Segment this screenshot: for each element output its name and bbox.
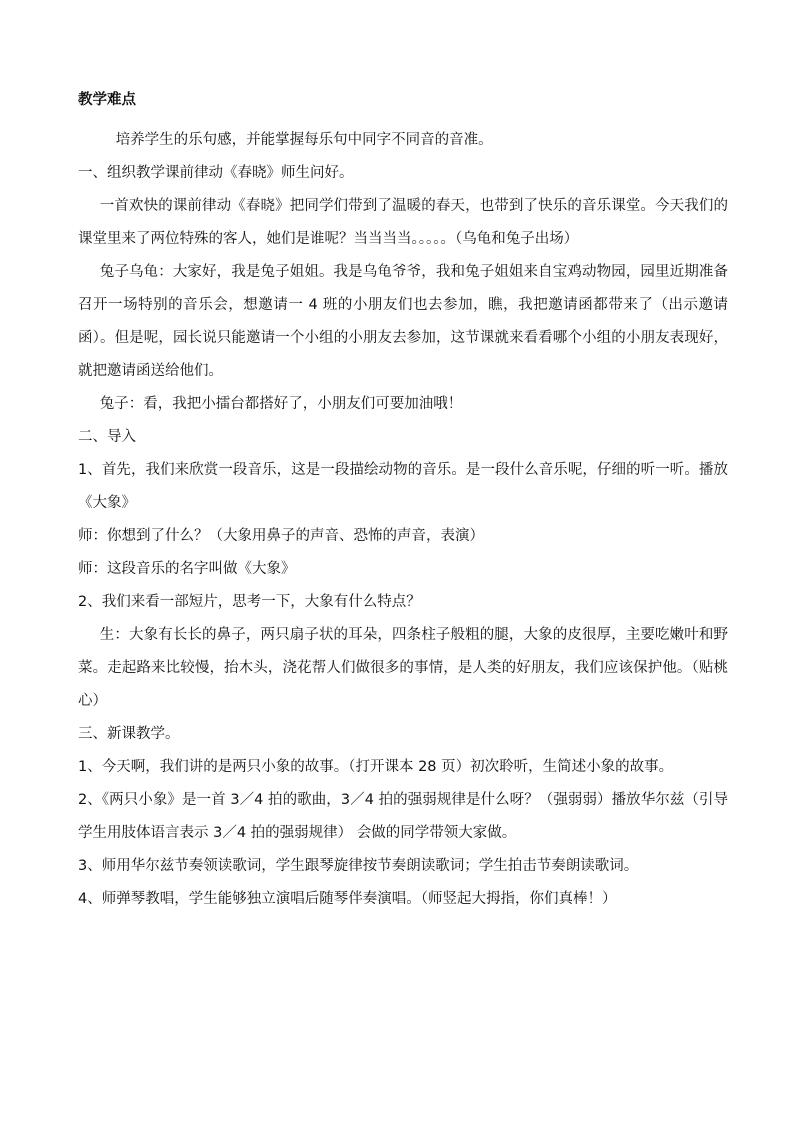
paragraph-lesson-2: 2、《两只小象》是一首 3／4 拍的歌曲，3／4 拍的强弱规律是什么呀？（强弱弱）播放华尔兹（引导学生用肢体语言表示 3／4 拍的强弱规律） 会做的同学带领大家做。 — [78, 792, 728, 841]
paragraph-rabbit: 兔子：看，我把小擂台都搭好了，小朋友们可要加油哦！ — [99, 396, 463, 412]
section-title-organize: 一、组织教学课前律动《春晓》师生问好。 — [78, 165, 354, 181]
section-title-new-lesson: 三、新课教学。 — [78, 726, 180, 742]
document-page — [78, 88, 728, 916]
paragraph-lesson-3: 3、师用华尔兹节奏领读歌词，学生跟琴旋律按节奏朗读歌词；学生拍击节奏朗读歌词。 — [78, 858, 639, 874]
paragraph-teacher-title: 师：这段音乐的名字叫做《大象》 — [78, 561, 296, 577]
paragraph-lesson-4: 4、师弹琴教唱，学生能够独立演唱后随琴伴奏演唱。（师竖起大拇指，你们真棒！） — [78, 891, 617, 907]
paragraph-student-answer: 生：大象有长长的鼻子，两只扇子状的耳朵，四条柱子般粗的腿，大象的皮很厚，主要吃嫩叶和野菜。走起路来比较慢，抬木头，浇花帮人们做很多的事情，是人类的好朋友，我们应该保护他。（贴桃心） — [78, 627, 728, 709]
section-title-lead-in: 二、导入 — [78, 429, 136, 445]
paragraph-intro-rhythm: 一首欢快的课前律动《春晓》把同学们带到了温暖的春天，也带到了快乐的音乐课堂。今天我们的课堂里来了两位特殊的客人，她们是谁呢？当当当当。。。。。（乌龟和兔子出场） — [78, 198, 728, 247]
paragraph-rabbit-turtle: 兔子乌龟：大家好，我是兔子姐姐。我是乌龟爷爷，我和兔子姐姐来自宝鸡动物园，园里近期准备召开一场特别的音乐会，想邀请一 4 班的小朋友们也去参加，瞧，我把邀请函都带来了（出示邀请函）。但是呢，园长说只能邀请一个小组的小朋友去参加，这节课就来看看哪个小组的小朋友表现好，就把邀请函送给他们。 — [78, 264, 728, 379]
paragraph-lesson-1: 1、今天啊，我们讲的是两只小象的故事。（打开课本 28 页）初次聆听，生简述小象的故事。 — [78, 759, 674, 775]
paragraph-difficulty: 培养学生的乐句感，并能掌握每乐句中同字不同音的音准。 — [115, 132, 493, 148]
paragraph-teacher-question: 师：你想到了什么？（大象用鼻子的声音、恐怖的声音，表演） — [78, 528, 484, 544]
paragraph-step-1: 1、首先，我们来欣赏一段音乐，这是一段描绘动物的音乐。是一段什么音乐呢，仔细的听一听。播放《大象》 — [78, 462, 728, 511]
section-heading: 教学难点 — [78, 92, 136, 108]
paragraph-step-2: 2、我们来看一部短片，思考一下，大象有什么特点？ — [78, 594, 421, 610]
